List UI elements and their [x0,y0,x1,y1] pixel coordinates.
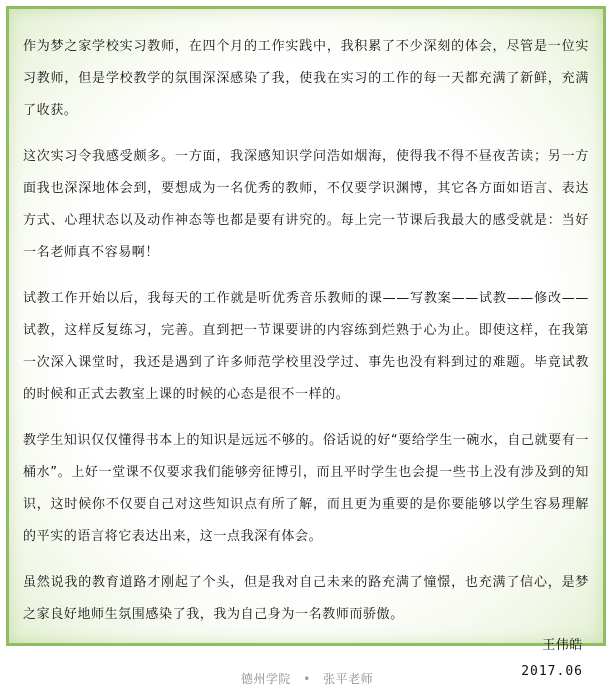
footer-school: 德州学院 [240,672,291,686]
paragraph-1: 作为梦之家学校实习教师，在四个月的工作实践中，我积累了不少深刻的体会，尽管是一位实习教师，但是学校教学的氛围深深感染了我，使我在实习的工作的每一天都充满了新鲜，充满了收获。 [23,39,589,118]
document-date: 2017.06 [521,664,583,679]
footer-teacher: 张平老师 [323,672,374,686]
paragraph-4: 教学生知识仅仅懂得书本上的知识是远远不够的。俗话说的好“要给学生一碗水，自己就要有一桶水”。上好一堂课不仅要求我们能够旁征博引，而且平时学生也会提一些书上没有涉及到的知识，这时候你不仅要自己对这些知识点有所了解，而且更为重要的是你要能够以学生容易理解的平实的语言将它表达出来，这一点我深有体会。 [23,433,589,544]
footer-caption [0,670,614,687]
paragraph-3: 试教工作开始以后，我每天的工作就是听优秀音乐教师的课——写教案——试教——修改——试教，这样反复练习，完善。直到把一节课要讲的内容练到烂熟于心为止。即使这样，在我第一次深入课堂时，我还是遇到了许多师范学校里没学过、事先也没有料到过的难题。毕竟试教的时候和正式去教室上课的时候的心态是很不一样的。 [23,291,589,402]
paragraph-2: 这次实习令我感受颇多。一方面，我深感知识学问浩如烟海，使得我不得不昼夜苦读；另一方面我也深深地体会到，要想成为一名优秀的教师，不仅要学识渊博，其它各方面如语言、表达方式、心理状态以及动作神态等也都是要有讲究的。每上完一节课后我最大的感受就是：当好一名老师真不容易啊！ [23,149,589,260]
paragraph-5: 虽然说我的教育道路才刚起了个头，但是我对自己未来的路充满了憧憬，也充满了信心，是梦之家良好地师生氛围感染了我，我为自己身为一名教师而骄傲。 [23,575,589,622]
author-signature: 王伟皓 [542,638,583,653]
footer-separator: • [303,672,311,686]
